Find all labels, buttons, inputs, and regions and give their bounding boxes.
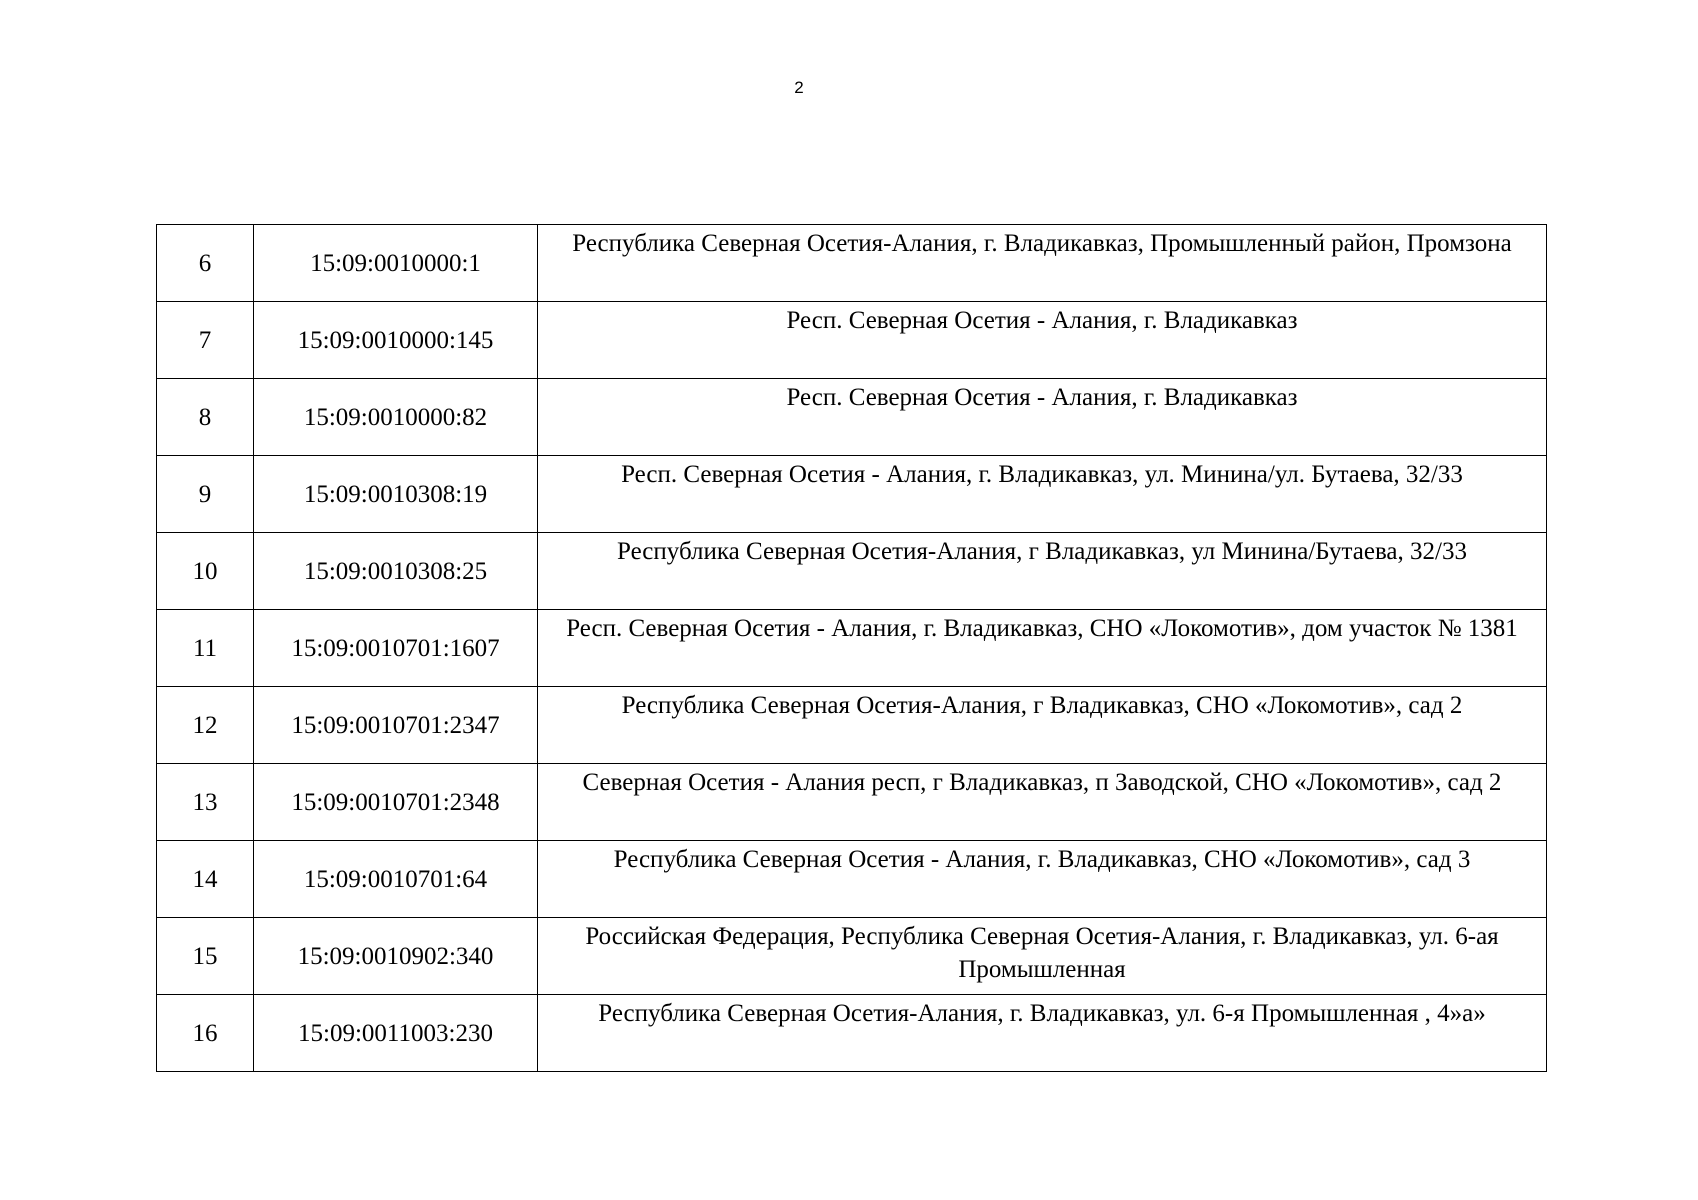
table-row [157,764,1547,841]
row-number: 9 [157,456,254,533]
cadastral-number: 15:09:0010701:1607 [254,610,538,687]
table-row [157,995,1547,1072]
address: Респ. Северная Осетия - Алания, г. Владикавказ [538,302,1547,379]
table-row [157,687,1547,764]
address: Северная Осетия - Алания респ, г Владикавказ, п Заводской, СНО «Локомотив», сад 2 [538,764,1547,841]
parcel-table [156,224,1547,1072]
row-number: 7 [157,302,254,379]
address: Республика Северная Осетия-Алания, г Владикавказ, ул Минина/Бутаева, 32/33 [538,533,1547,610]
cadastral-number: 15:09:0010308:19 [254,456,538,533]
address: Республика Северная Осетия - Алания, г. Владикавказ, СНО «Локомотив», сад 3 [538,841,1547,918]
row-number: 12 [157,687,254,764]
address: Российская Федерация, Республика Северная Осетия-Алания, г. Владикавказ, ул. 6-ая Промышленная [538,918,1547,995]
address: Республика Северная Осетия-Алания, г. Владикавказ, Промышленный район, Промзона [538,225,1547,302]
cadastral-number: 15:09:0010000:1 [254,225,538,302]
row-number: 10 [157,533,254,610]
table-row [157,379,1547,456]
cadastral-number: 15:09:0010000:82 [254,379,538,456]
table-row [157,225,1547,302]
row-number: 16 [157,995,254,1072]
parcel-table-body [157,225,1547,1072]
cadastral-number: 15:09:0010701:2348 [254,764,538,841]
table-row [157,456,1547,533]
table-row [157,918,1547,995]
row-number: 11 [157,610,254,687]
cadastral-number: 15:09:0010000:145 [254,302,538,379]
address: Республика Северная Осетия-Алания, г. Владикавказ, ул. 6-я Промышленная , 4»а» [538,995,1547,1072]
cadastral-number: 15:09:0010902:340 [254,918,538,995]
cadastral-number: 15:09:0011003:230 [254,995,538,1072]
row-number: 13 [157,764,254,841]
table-row [157,302,1547,379]
cadastral-number: 15:09:0010701:2347 [254,687,538,764]
address: Республика Северная Осетия-Алания, г Владикавказ, СНО «Локомотив», сад 2 [538,687,1547,764]
row-number: 14 [157,841,254,918]
page-number: 2 [794,78,804,97]
row-number: 6 [157,225,254,302]
row-number: 8 [157,379,254,456]
address: Респ. Северная Осетия - Алания, г. Владикавказ, ул. Минина/ул. Бутаева, 32/33 [538,456,1547,533]
address: Респ. Северная Осетия - Алания, г. Владикавказ, СНО «Локомотив», дом участок № 1381 [538,610,1547,687]
cadastral-number: 15:09:0010701:64 [254,841,538,918]
address: Респ. Северная Осетия - Алания, г. Владикавказ [538,379,1547,456]
table-row [157,841,1547,918]
table-row [157,610,1547,687]
row-number: 15 [157,918,254,995]
table-row [157,533,1547,610]
cadastral-number: 15:09:0010308:25 [254,533,538,610]
